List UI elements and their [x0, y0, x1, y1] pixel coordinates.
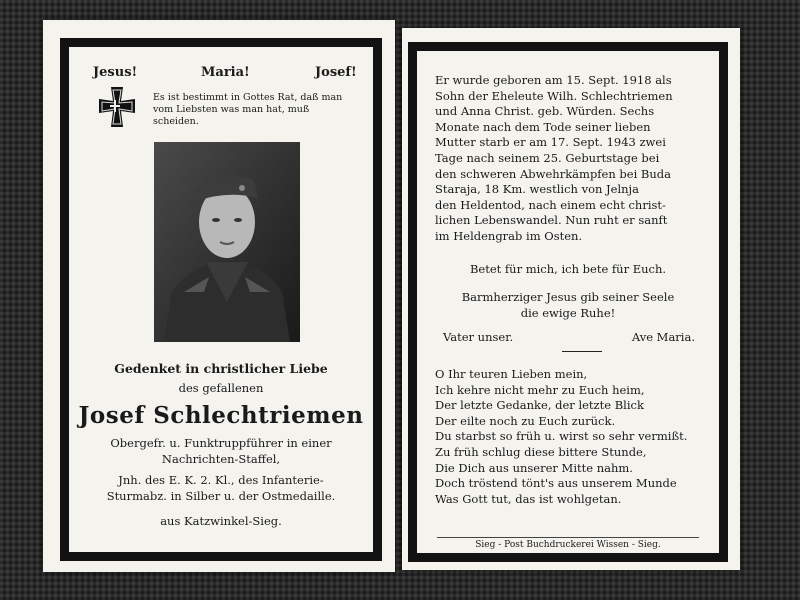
ave-maria: Ave Maria.	[631, 330, 695, 344]
black-border-frame	[408, 42, 728, 562]
poem-line: Was Gott tut, das ist wohlgetan.	[435, 491, 622, 506]
bio-line: Sohn der Eheleute Wilh. Schlechtriemen	[435, 88, 673, 103]
prayer-line: Betet für mich, ich bete für Euch.	[469, 262, 667, 276]
bio-line: Staraja, 18 Km. westlich von Jelnja	[435, 182, 639, 197]
bio-line: und Anna Christ. geb. Würden. Sechs	[435, 104, 655, 119]
poem-line: Zu früh schlug diese bittere Stunde,	[435, 444, 647, 459]
header-jesus: Jesus!	[93, 65, 138, 80]
bio-line: den Heldentod, nach einem echt christ-	[435, 197, 666, 212]
iron-cross-icon	[95, 85, 139, 129]
bio-line: Er wurde geboren am 15. Sept. 1918 als	[435, 73, 672, 87]
honors-line-2: Sturmabz. in Silber u. der Ostmedaille.	[106, 489, 336, 503]
biography-text	[435, 73, 717, 245]
poem-line: Die Dich aus unserer Mitte nahm.	[435, 460, 633, 475]
printer-imprint: Sieg - Post Buchdruckerei Wissen - Sieg.	[437, 537, 699, 550]
black-border-frame	[60, 38, 382, 561]
divider-line	[562, 351, 602, 352]
poem-line: Doch tröstend tönt's aus unserem Munde	[435, 476, 677, 491]
header-josef: Josef!	[315, 65, 357, 80]
poem-line: O Ihr teuren Lieben mein,	[435, 367, 588, 381]
header-invocation	[79, 65, 363, 83]
bio-line: lichen Lebenswandel. Nun ruht er sanft	[435, 213, 668, 228]
memorial-card-right	[402, 28, 740, 570]
bio-line: Monate nach dem Tode seiner lieben	[435, 119, 651, 134]
header-maria: Maria!	[201, 65, 250, 80]
poem-line: Der letzte Gedanke, der letzte Blick	[435, 398, 644, 413]
name-heading: Josef Schlechtriemen	[78, 402, 364, 429]
poem-text	[435, 367, 717, 507]
rank-line-1: Obergefr. u. Funktruppführer in einer	[110, 436, 332, 450]
bio-line: den schweren Abwehrkämpfen bei Buda	[435, 166, 672, 181]
poem-line: Du starbst so früh u. wirst so sehr vermißt.	[435, 429, 688, 444]
bio-line: Mutter starb er am 17. Sept. 1943 zwei	[435, 135, 666, 150]
verse-text: Es ist bestimmt in Gottes Rat, daß man vom Liebsten was man hat, muß scheiden.	[153, 92, 343, 127]
origin-line: aus Katzwinkel-Sieg.	[160, 514, 282, 528]
des-line: des gefallenen	[178, 381, 264, 395]
bio-line: im Heldengrab im Osten.	[435, 228, 583, 243]
vater-unser: Vater unser.	[443, 330, 514, 344]
mercy-line-1: Barmherziger Jesus gib seiner Seele	[461, 290, 675, 304]
memorial-card-left	[43, 20, 395, 572]
bio-line: Tage nach seinem 25. Geburtstage bei	[435, 150, 660, 165]
remember-line: Gedenket in christlicher Liebe	[114, 361, 328, 376]
rank-line-2: Nachrichten-Staffel,	[161, 452, 281, 466]
poem-line: Ich kehre nicht mehr zu Euch heim,	[435, 382, 645, 397]
honors-line-1: Jnh. des E. K. 2. Kl., des Infanterie-	[118, 473, 324, 487]
mercy-line-2: die ewige Ruhe!	[520, 306, 616, 320]
poem-line: Der eilte noch zu Euch zurück.	[435, 413, 616, 428]
portrait-photo	[154, 142, 300, 342]
